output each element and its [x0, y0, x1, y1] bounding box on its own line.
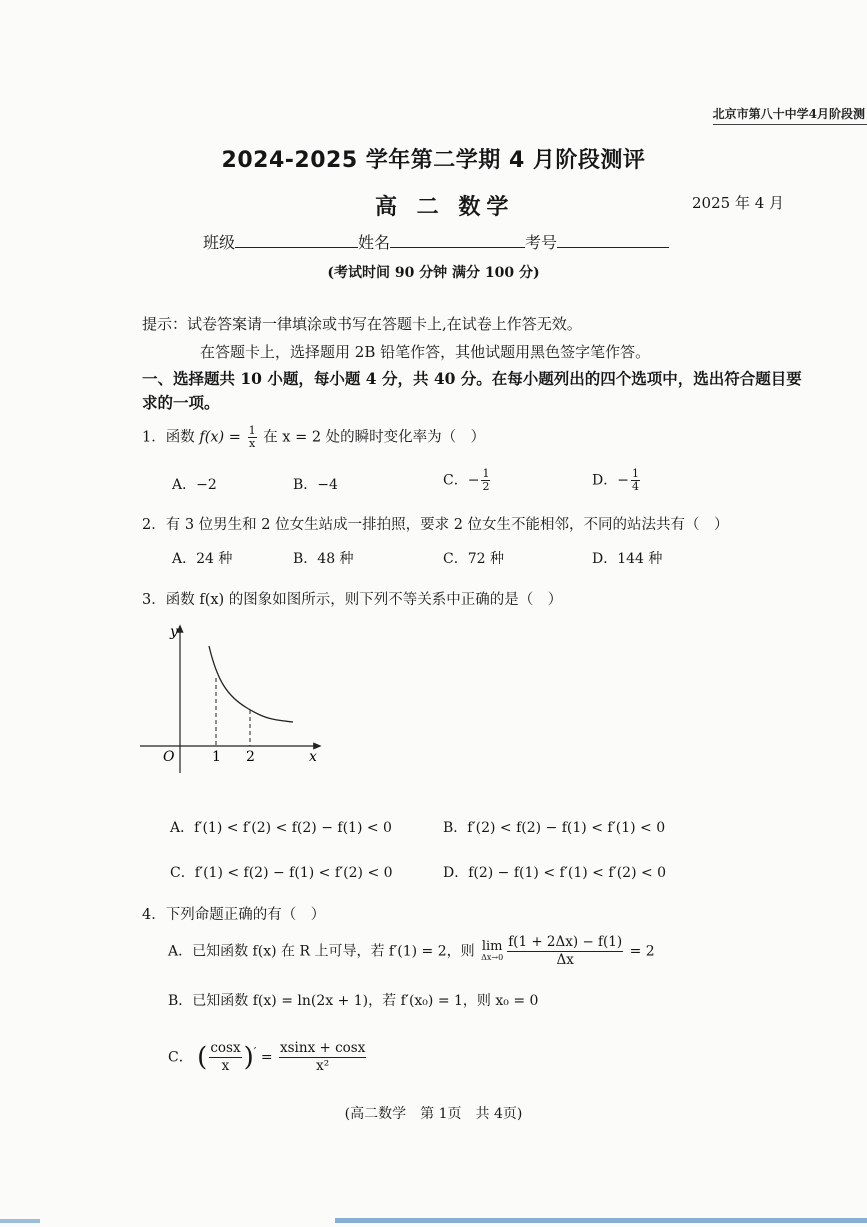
q1-number: 1．	[142, 429, 166, 446]
number-blank[interactable]	[557, 233, 669, 248]
q4-c-right-fraction	[279, 1040, 366, 1075]
page-footer: (高二数学 第 1页 共 4页)	[344, 1106, 523, 1122]
name-blank[interactable]	[390, 233, 525, 248]
q2-option-d[interactable]: D．144 种	[592, 551, 663, 567]
student-info-fields	[203, 230, 669, 253]
name-label: 姓名	[358, 233, 391, 252]
q4-a-den: Δx	[556, 952, 574, 968]
subject-title: 高 二 数学	[375, 194, 515, 220]
q1-suffix: 在 x = 2 处的瞬时变化率为（ ）	[263, 429, 486, 446]
section-heading	[142, 367, 802, 415]
q1-fraction	[248, 425, 257, 450]
q1-d-label: D．−	[592, 472, 629, 489]
hint-line-1: 提示：试卷答案请一律填涂或书写在答题卡上,在试卷上作答无效。	[142, 315, 582, 333]
q4-c-label: C．	[168, 1049, 193, 1066]
y-axis-label: y	[170, 624, 178, 640]
origin-label: O	[163, 749, 175, 765]
q4-c-right-num: xsinx + cosx	[280, 1040, 366, 1056]
number-label: 考号	[525, 233, 558, 252]
q4-c-left-fraction	[209, 1040, 241, 1075]
q3-option-d[interactable]: D．f(2) − f(1) < f′(1) < f′(2) < 0	[443, 865, 667, 881]
q3-option-a[interactable]: A．f′(1) < f′(2) < f(2) − f(1) < 0	[170, 820, 392, 836]
q1-c-num: 1	[482, 467, 490, 480]
q1-option-a[interactable]: A．−2	[172, 477, 217, 493]
q4-a-prefix: A．已知函数 f(x) 在 R 上可导，若 f′(1) = 2，则	[168, 943, 475, 960]
question-3: 3．函数 f(x) 的图象如图所示，则下列不等关系中正确的是（ ）	[142, 592, 563, 608]
q4-c-close-paren: )	[243, 1042, 254, 1073]
q4-a-num: f(1 + 2Δx) − f(1)	[508, 934, 623, 950]
exam-title: 2024-2025 学年第二学期 4 月阶段测评	[221, 148, 646, 173]
tick-label-1: 1	[212, 749, 221, 765]
q1-c-label: C．−	[443, 472, 480, 489]
scan-edge-bottom	[335, 1218, 867, 1223]
q1-c-fraction	[481, 468, 490, 493]
q1-d-fraction	[631, 468, 640, 493]
decreasing-curve	[209, 646, 293, 722]
q3-function-graph	[135, 618, 335, 778]
hint-line-2: 在答题卡上，选择题用 2B 铅笔作答，其他试题用黑色签字笔作答。	[200, 343, 651, 361]
exam-duration-note: (考试时间 90 分钟 满分 100 分)	[327, 265, 540, 281]
q1-d-den: 4	[631, 480, 639, 493]
q4-a-limit	[481, 938, 504, 963]
q4-c-right-den: x²	[316, 1058, 330, 1074]
q4-option-a[interactable]	[168, 934, 655, 969]
section-heading-line-2: 求的一项。	[142, 393, 220, 412]
q3-option-b[interactable]: B．f′(2) < f(2) − f(1) < f′(1) < 0	[443, 820, 666, 836]
q4-a-suffix: = 2	[629, 943, 655, 960]
q4-option-b[interactable]: B．已知函数 f(x) = ln(2x + 1)，若 f′(x₀) = 1，则 x₀ = 0	[168, 993, 539, 1009]
q1-option-d[interactable]	[592, 468, 642, 493]
q1-option-b[interactable]: B．−4	[293, 477, 338, 493]
q4-c-prime: ′	[253, 1044, 257, 1059]
question-4: 4．下列命题正确的有（ ）	[142, 907, 326, 923]
q1-c-den: 2	[482, 480, 490, 493]
x-axis-label: x	[309, 749, 317, 765]
tick-label-2: 2	[246, 749, 255, 765]
q1-prefix: 函数	[165, 429, 195, 446]
exam-date: 2025 年 4 月	[692, 194, 785, 212]
q2-option-b[interactable]: B．48 种	[293, 551, 354, 567]
q1-d-num: 1	[631, 467, 639, 480]
q3-option-c[interactable]: C．f′(1) < f(2) − f(1) < f′(2) < 0	[170, 865, 393, 881]
q1-frac-den: x	[248, 437, 256, 450]
scan-edge-left	[0, 1219, 40, 1223]
q4-c-open-paren: (	[197, 1042, 208, 1073]
section-heading-line-1: 一、选择题共 10 小题，每小题 4 分，共 40 分。在每小题列出的四个选项中，选出符合题目要	[142, 369, 802, 388]
q1-option-c[interactable]	[443, 468, 492, 493]
question-1	[142, 425, 485, 450]
question-2: 2．有 3 位男生和 2 位女生站成一排拍照，要求 2 位女生不能相邻，不同的站法共有（ ）	[142, 517, 729, 533]
q4-option-c[interactable]	[168, 1040, 368, 1075]
school-stamp: 北京市第八十中学4月阶段测	[713, 105, 867, 125]
class-blank[interactable]	[235, 233, 358, 248]
class-label: 班级	[203, 233, 236, 252]
q1-function: f(x) =	[199, 429, 241, 446]
q2-option-a[interactable]: A．24 种	[172, 551, 233, 567]
q4-a-fraction	[507, 934, 623, 969]
q4-a-lim-sub: Δx→0	[481, 952, 504, 962]
q2-option-c[interactable]: C．72 种	[443, 551, 504, 567]
q4-c-left-den: x	[221, 1058, 230, 1074]
q4-c-left-num: cosx	[210, 1040, 241, 1056]
q1-frac-num: 1	[248, 424, 256, 437]
q4-a-lim-text: lim	[481, 938, 503, 954]
q4-c-equals: =	[260, 1049, 273, 1066]
